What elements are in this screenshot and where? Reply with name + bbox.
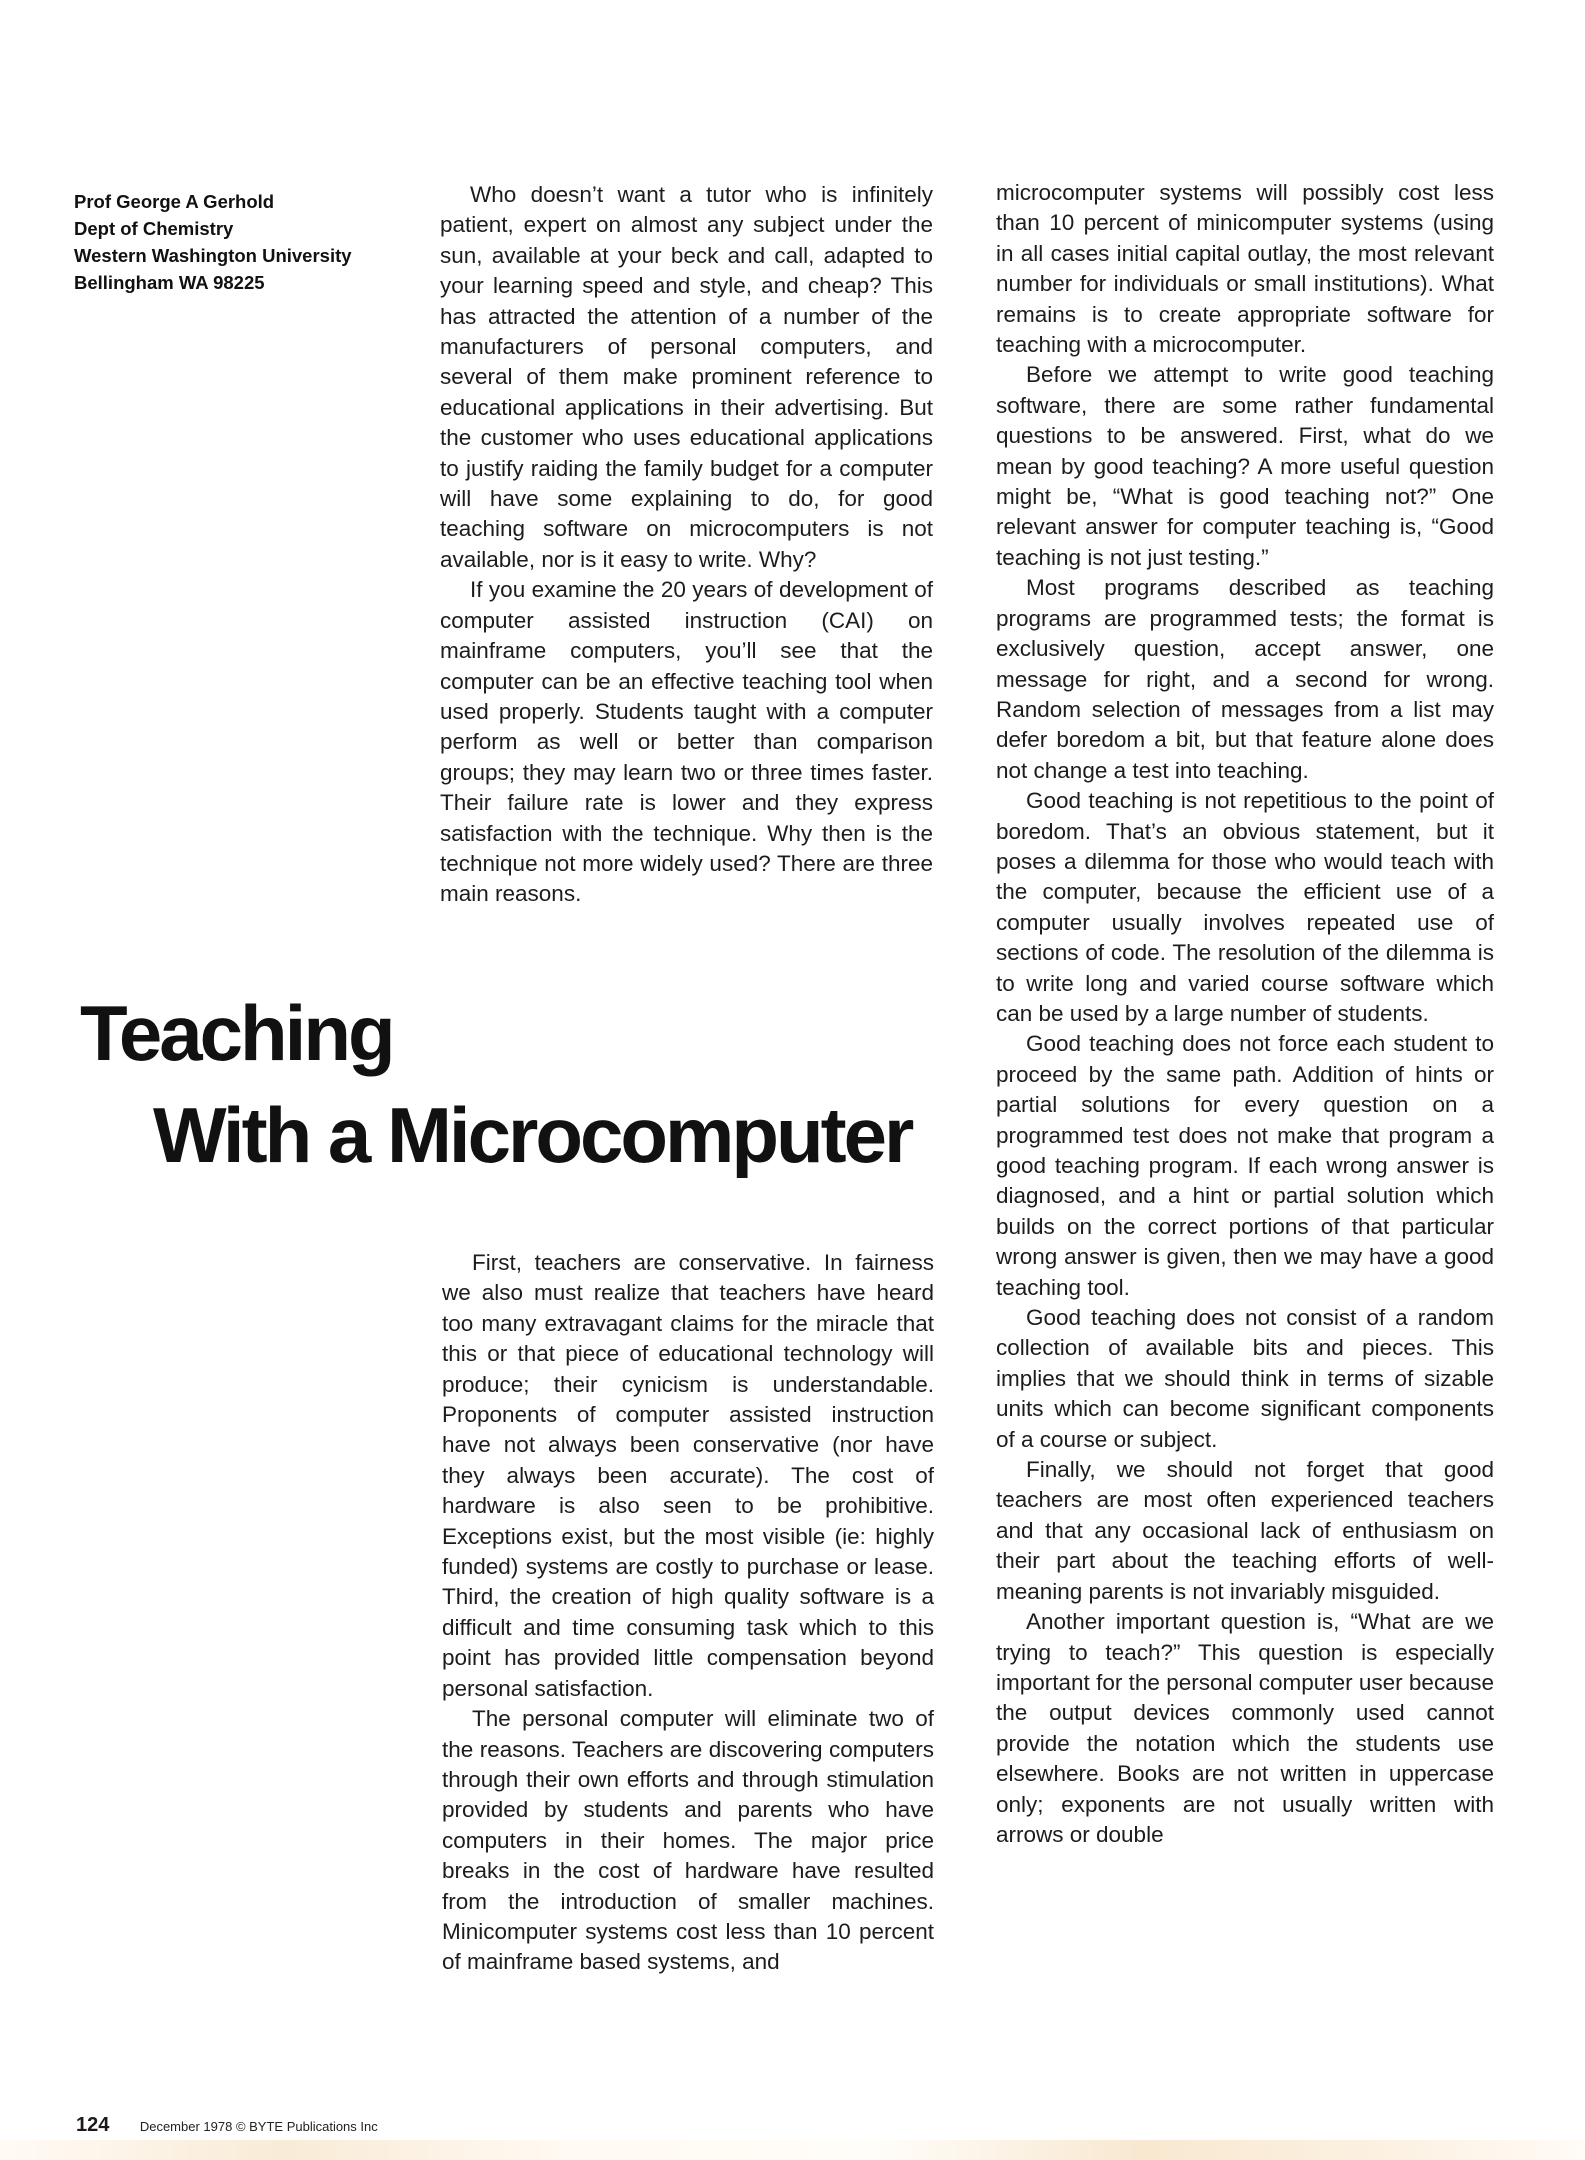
author-university: Western Washington University [74, 245, 352, 266]
paragraph: Who doesn’t want a tutor who is infinitely patient, expert on almost any subject under the sun, available at your beck and call, adapted to your learning speed and style, and cheap? This has attracted the attention of a number of the manufacturers of personal computers, and several of them make prominent reference to educational applications in their advertising. But the customer who uses educational applications to justify raiding the family budget for a computer will have some explaining to do, for good teaching software on microcomputers is not available, nor is it easy to write. Why? [440, 182, 933, 572]
paragraph: Good teaching does not consist of a random collection of available bits and pieces. This implies that we should think in terms of sizable units which can become significant components of a course or subject. [996, 1305, 1494, 1452]
paragraph: Another important question is, “What are we trying to teach?” This question is especially important for the personal computer user because the output devices commonly used cannot provide the notation which the students use elsewhere. Books are not written in uppercase only; exponents are not usually written with arrows or double [996, 1609, 1494, 1847]
page-number: 124 [76, 2114, 110, 2136]
paragraph: Good teaching is not repetitious to the point of boredom. That’s an obvious statement, but it poses a dilemma for those who would teach with the computer, because the efficient use of a computer usually involves repeated use of sections of code. The resolution of the dilemma is to write long and varied course software which can be used by a large number of students. [996, 788, 1494, 1026]
paragraph: Good teaching does not force each student to proceed by the same path. Addition of hints or partial solutions for every question on a programmed test does not make that program a good teaching program. If each wrong answer is diagnosed, and a hint or partial solution which builds on the correct portions of that particular wrong answer is given, then we may have a good teaching tool. [996, 1031, 1494, 1300]
author-department: Dept of Chemistry [74, 218, 234, 239]
body-column-2 [996, 178, 1494, 1850]
body-column-1-top [440, 180, 933, 910]
author-byline [74, 188, 404, 296]
paragraph: If you examine the 20 years of development of computer assisted instruction (CAI) on mainframe computers, you’ll see that the computer can be an effective teaching tool when used properly. Students taught with a computer perform as well or better than comparison groups; they may learn two or three times faster. Their failure rate is lower and they express satisfaction with the technique. Why then is the technique not more widely used? There are three main reasons. [440, 577, 933, 907]
publication-credit: December 1978 © BYTE Publications Inc [139, 2119, 378, 2134]
author-address: Bellingham WA 98225 [74, 272, 265, 293]
paragraph: microcomputer systems will possibly cost less than 10 percent of minicomputer systems (using in all cases initial capital outlay, the most relevant number for individuals or small institutions). What remains is to create appropriate software for teaching with a microcomputer. [996, 180, 1494, 358]
body-column-1-bottom [442, 1248, 934, 1978]
article-title-line-1: Teaching [80, 989, 393, 1077]
paragraph: First, teachers are conservative. In fairness we also must realize that teachers have heard too many extravagant claims for the miracle that this or that piece of educational technology will produce; their cynicism is understandable. Proponents of computer assisted instruction have not always been conservative (nor have they always been accurate). The cost of hardware is also seen to be prohibitive. Exceptions exist, but the most visible (ie: highly funded) systems are costly to purchase or lease. Third, the creation of high quality software is a difficult and time consuming task which to this point has provided little compensation beyond personal satisfaction. [442, 1250, 934, 1701]
page-footer [76, 2114, 378, 2137]
paragraph: The personal computer will eliminate two of the reasons. Teachers are discovering computers through their own efforts and through stimulation provided by students and parents who have computers in their homes. The major price breaks in the cost of hardware have resulted from the introduction of smaller machines. Minicomputer systems cost less than 10 percent of mainframe based systems, and [442, 1706, 934, 1975]
author-name: Prof George A Gerhold [74, 191, 275, 212]
paragraph: Before we attempt to write good teaching software, there are some rather fundamental questions to be answered. First, what do we mean by good teaching? A more useful question might be, “What is good teaching not?” One relevant answer for computer teaching is, “Good teaching is not just testing.” [996, 362, 1494, 570]
paragraph: Most programs described as teaching programs are programmed tests; the format is exclusively question, accept answer, one message for right, and a second for wrong. Random selection of messages from a list may defer boredom a bit, but that feature alone does not change a test into teaching. [996, 575, 1494, 783]
paper-edge-stain [0, 2140, 1585, 2160]
paragraph: Finally, we should not forget that good teachers are most often experienced teachers and that any occasional lack of enthusiasm on their part about the teaching efforts of well-meaning parents is not invariably misguided. [996, 1457, 1494, 1604]
article-title-line-2: With a Microcomputer [153, 1091, 912, 1179]
